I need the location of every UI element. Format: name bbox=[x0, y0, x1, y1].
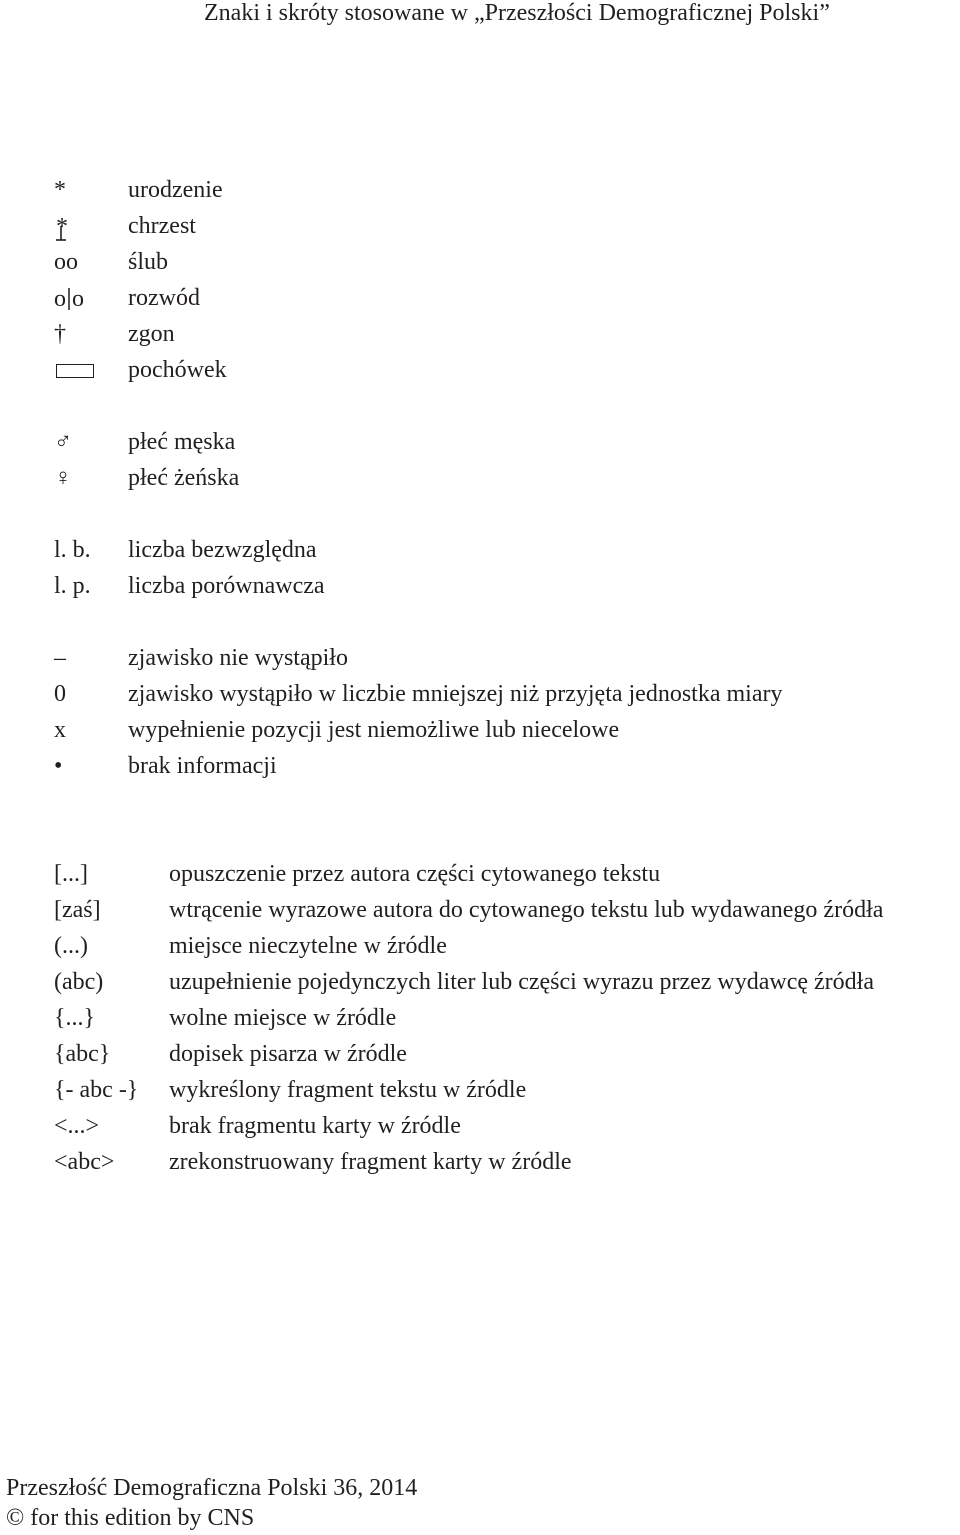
editorial-symbol: {...} bbox=[54, 1005, 96, 1031]
zero-symbol: 0 bbox=[54, 681, 66, 707]
comparative-number-abbrev: l. p. bbox=[54, 573, 91, 599]
editorial-symbol: <abc> bbox=[54, 1149, 115, 1175]
burial-box-icon bbox=[54, 352, 124, 388]
baptism-description: chrzest bbox=[128, 213, 196, 239]
editorial-symbol: (...) bbox=[54, 933, 88, 959]
absolute-number-description: liczba bezwzględna bbox=[128, 537, 317, 563]
divorce-description: rozwód bbox=[128, 285, 200, 311]
editorial-description: wtrącenie wyrazowe autora do cytowanego tekstu lub wydawanego źródła bbox=[169, 897, 884, 923]
comparative-number-description: liczba porównawcza bbox=[128, 573, 325, 599]
absolute-number-abbrev: l. b. bbox=[54, 537, 91, 563]
death-description: zgon bbox=[128, 321, 175, 347]
editorial-description: uzupełnienie pojedynczych liter lub części wyrazu przez wydawcę źródła bbox=[169, 969, 874, 995]
marriage-description: ślub bbox=[128, 249, 169, 275]
x-symbol: x bbox=[54, 717, 66, 743]
male-symbol-icon: ♂ bbox=[54, 429, 72, 455]
editorial-symbol: {- abc -} bbox=[54, 1077, 139, 1103]
editorial-description: opuszczenie przez autora części cytowanego tekstu bbox=[169, 861, 661, 887]
bullet-symbol: • bbox=[54, 753, 63, 779]
baptism-cross-icon bbox=[54, 208, 124, 244]
below-unit-description: zjawisko wystąpiło w liczbie mniejszej niż przyjęta jednostka miary bbox=[128, 681, 783, 707]
not-occurred-description: zjawisko nie wystąpiło bbox=[128, 645, 348, 671]
editorial-symbol: [zaś] bbox=[54, 897, 101, 923]
editorial-symbol: <...> bbox=[54, 1113, 100, 1139]
male-description: płeć męska bbox=[128, 429, 236, 455]
no-information-description: brak informacji bbox=[128, 753, 277, 779]
editorial-symbol: {abc} bbox=[54, 1041, 111, 1067]
editorial-description: wykreślony fragment tekstu w źródle bbox=[169, 1077, 527, 1103]
editorial-description: brak fragmentu karty w źródle bbox=[169, 1113, 461, 1139]
burial-description: pochówek bbox=[128, 357, 227, 383]
death-dagger-icon: † bbox=[54, 321, 66, 347]
footer-journal: Przeszłość Demograficzna Polski 36, 2014 bbox=[6, 1475, 418, 1501]
divorce-icon bbox=[54, 280, 124, 316]
dash-symbol: – bbox=[54, 645, 66, 671]
editorial-description: dopisek pisarza w źródle bbox=[169, 1041, 407, 1067]
female-symbol-icon: ♀ bbox=[54, 465, 72, 491]
editorial-symbol: (abc) bbox=[54, 969, 104, 995]
editorial-description: zrekonstruowany fragment karty w źródle bbox=[169, 1149, 572, 1175]
editorial-description: wolne miejsce w źródle bbox=[169, 1005, 397, 1031]
not-applicable-description: wypełnienie pozycji jest niemożliwe lub niecelowe bbox=[128, 717, 620, 743]
birth-description: urodzenie bbox=[128, 177, 223, 203]
editorial-description: miejsce nieczytelne w źródle bbox=[169, 933, 447, 959]
birth-symbol: * bbox=[54, 177, 66, 203]
footer-copyright: © for this edition by CNS bbox=[6, 1505, 255, 1531]
svg-text:o: o bbox=[54, 286, 66, 312]
svg-text:*: * bbox=[56, 214, 68, 240]
editorial-symbol: [...] bbox=[54, 861, 88, 887]
female-description: płeć żeńska bbox=[128, 465, 240, 491]
svg-text:o: o bbox=[72, 286, 84, 312]
page-header: Znaki i skróty stosowane w „Przeszłości Demograficznej Polski” bbox=[204, 0, 830, 26]
marriage-symbol: oo bbox=[54, 249, 78, 275]
